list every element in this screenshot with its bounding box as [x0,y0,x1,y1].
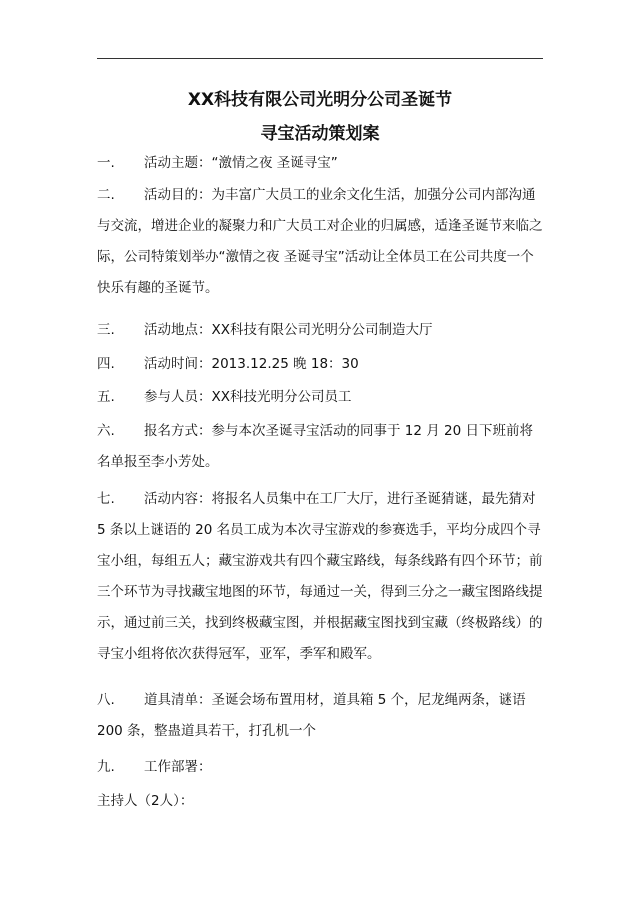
document-title-line-1: XX科技有限公司光明分公司圣诞节 [187,90,453,110]
section-text: 参与人员：XX科技光明分公司员工 [144,389,352,405]
section-number: 二. [97,187,115,203]
section-3 [97,315,543,346]
header-rule [97,58,543,59]
section-number: 七. [97,491,115,507]
section-number: 三. [97,322,115,338]
section-number: 四. [97,356,115,372]
section-7 [97,484,543,670]
section-text: 道具清单：圣诞会场布置用材，道具箱 5 个，尼龙绳两条，谜语 200 条，整蛊道具若干，打孔机一个 [97,692,526,739]
closing-line: 主持人（2人）： [97,793,194,809]
document-title-line-2: 寻宝活动策划案 [260,124,380,144]
section-8 [97,685,543,747]
section-text: 活动目的：为丰富广大员工的业余文化生活，加强分公司内部沟通与交流，增进企业的凝聚力和广大员工对企业的归属感，适逢圣诞节来临之际，公司特策划举办“激情之夜 圣诞寻宝”活动让全体员工在公司共度一个快乐有趣的圣诞节。 [97,187,543,296]
section-text: 报名方式：参与本次圣诞寻宝活动的同事于 12 月 20 日下班前将名单报至李小芳处。 [97,423,534,470]
section-6 [97,416,543,478]
section-text: 活动地点：XX科技有限公司光明分公司制造大厅 [144,322,433,338]
section-1 [97,148,543,179]
section-text: 活动内容：将报名人员集中在工厂大厅，进行圣诞猜谜，最先猜对 5 条以上谜语的 20 名员工成为本次寻宝游戏的参赛选手，平均分成四个寻宝小组，每组五人；藏宝游戏共有四个藏宝路线，每条线路有四个环节；前三个环节为寻找藏宝地图的环节，每通过一关，得到三分之一藏宝图路线提示，通过前三关，找到终极藏宝图，并根据藏宝图找到宝藏（终极路线）的寻宝小组将依次获得冠军，亚军，季军和殿军。 [97,491,543,662]
section-9 [97,752,543,783]
section-number: 八. [97,692,115,708]
section-text: 工作部署： [144,759,212,775]
section-number: 五. [97,389,115,405]
section-number: 六. [97,423,115,439]
section-4 [97,349,543,380]
section-number: 九. [97,759,115,775]
section-text: 活动主题：“激情之夜 圣诞寻宝” [144,155,338,171]
section-text: 活动时间：2013.12.25 晚 18：30 [144,356,359,372]
section-number: 一. [97,155,115,171]
section-5 [97,382,543,413]
section-2 [97,180,543,304]
